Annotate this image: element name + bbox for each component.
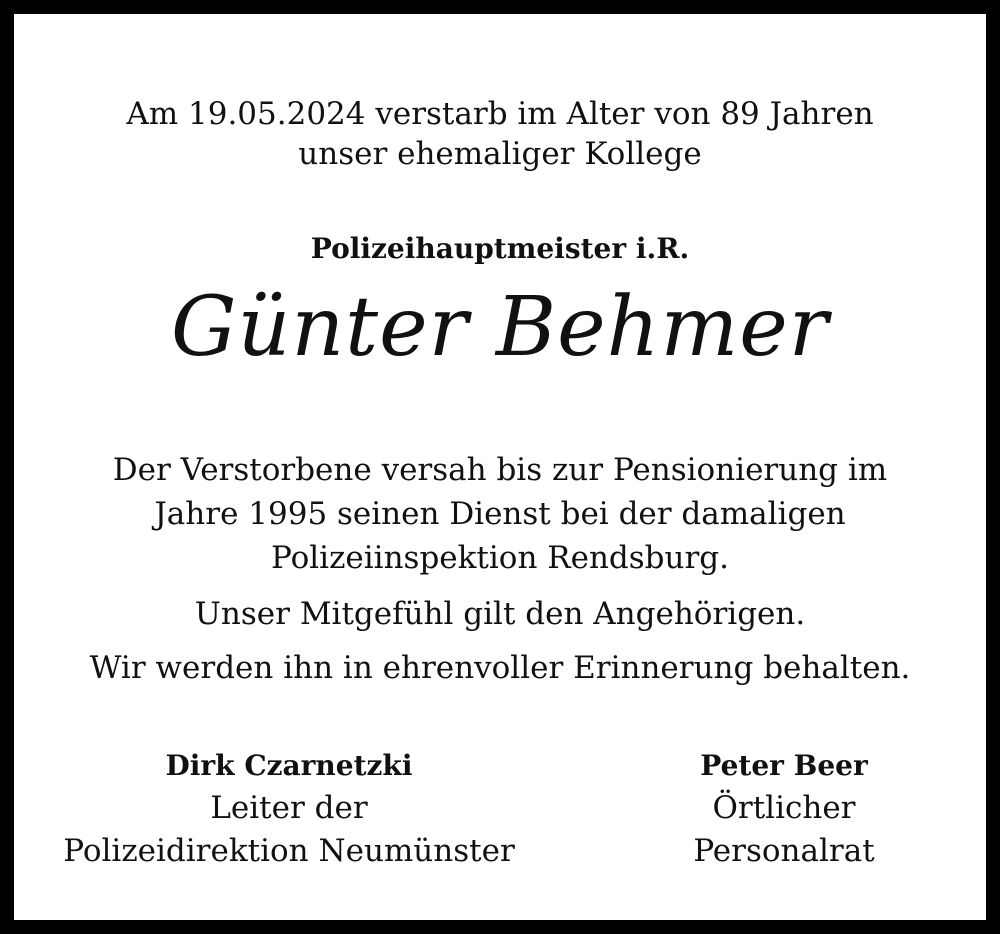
signatory-left	[54, 744, 524, 873]
rank-title: Polizeihauptmeister i.R.	[310, 232, 690, 265]
intro-line-2: unser ehemaliger Kollege	[298, 136, 702, 172]
signatory-role-line-2: Personalrat	[693, 833, 875, 869]
remembrance-line: Wir werden ihn in ehrenvoller Erinnerung behalten.	[89, 650, 911, 686]
intro-line-1: Am 19.05.2024 verstarb im Alter von 89 Jahren	[126, 96, 874, 132]
condolence-line: Unser Mitgefühl gilt den Angehörigen.	[194, 596, 806, 632]
deceased-name: Günter Behmer	[171, 280, 829, 375]
body-line-3: Polizeiinspektion Rendsburg.	[270, 540, 730, 576]
signatory-role-line-1: Leiter der	[210, 790, 368, 826]
signatory-name: Dirk Czarnetzki	[165, 749, 413, 782]
signatory-role-line-1: Örtlicher	[712, 790, 856, 826]
body-line-1: Der Verstorbene versah bis zur Pensionierung im	[112, 452, 888, 488]
signatory-right	[634, 744, 934, 873]
signatory-name: Peter Beer	[700, 749, 868, 782]
signatory-role-line-2: Polizeidirektion Neumünster	[63, 833, 515, 869]
body-line-2: Jahre 1995 seinen Dienst bei der damaligen	[154, 496, 846, 532]
